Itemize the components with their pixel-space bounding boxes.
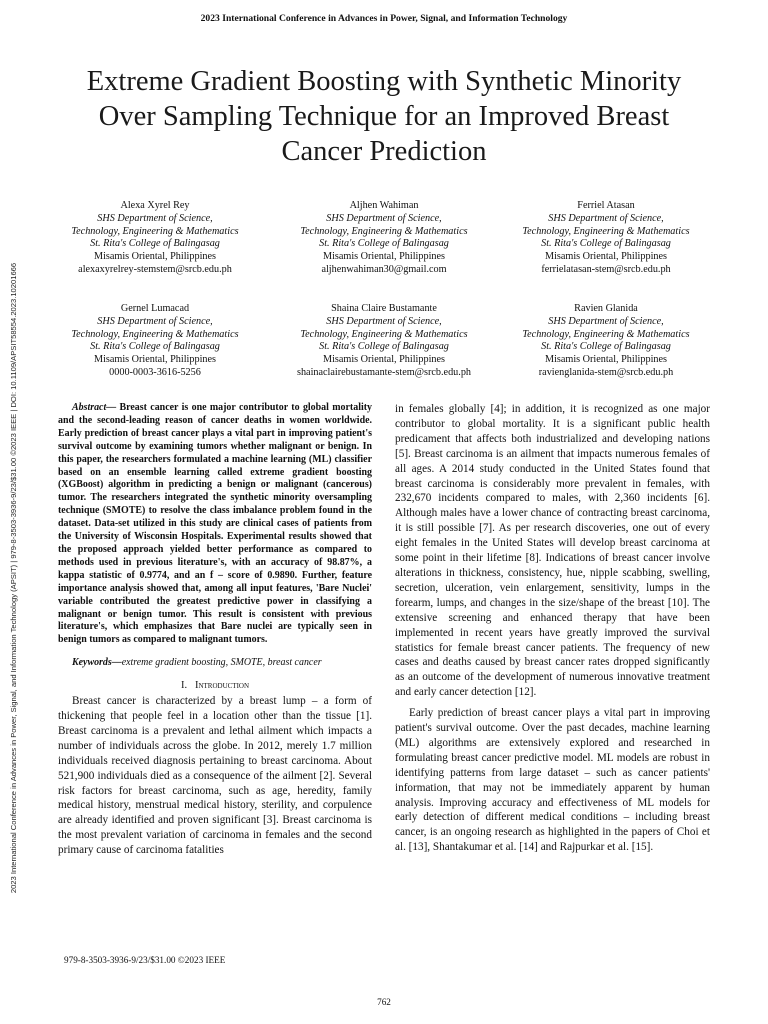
author-block-4 [40,303,270,380]
section-title: Introduction [194,680,250,692]
author-location: Misamis Oriental, Philippines [94,354,216,366]
author-location: Misamis Oriental, Philippines [94,251,216,263]
author-dept: SHS Department of Science, [97,212,213,224]
author-dept-line2: Technology, Engineering & Mathematics [300,225,468,237]
body-paragraph-2: Early prediction of breast cancer plays a vital part in improving patient's survival outcome. Over the past decades, machine learning (ML) algorithms are extensively explored and researched in formulating breast cancer predictive model. ML models are robust in identifying patterns from large dataset – such as cancer patients' information, that may not be immediately apparent by human analysis. Improving accuracy and effectiveness of ML models for early detection of different medical conditions – including breast cancer, is an ongoing research as highlighted in the papers of Choi et al. [13], Shantakumar et al. [14] and Rajpurkar et al. [15]. [395,707,710,854]
section-heading [58,679,372,692]
author-block-5 [254,303,514,380]
author-contact[interactable]: alexaxyrelrey-stemstem@srcb.edu.ph [78,263,232,275]
author-college: St. Rita's College of Balingasag [319,341,449,353]
author-dept: SHS Department of Science, [548,315,664,327]
author-dept-line2: Technology, Engineering & Mathematics [71,328,239,340]
author-dept: SHS Department of Science, [326,315,442,327]
author-contact[interactable]: aljhenwahiman30@gmail.com [321,263,447,275]
author-name: Ferriel Atasan [577,200,635,211]
author-location: Misamis Oriental, Philippines [323,354,445,366]
author-college: St. Rita's College of Balingasag [541,341,671,353]
author-name: Aljhen Wahiman [349,200,419,211]
author-college: St. Rita's College of Balingasag [90,238,220,250]
conference-header: 2023 International Conference in Advances in Power, Signal, and Information Technology [200,13,568,24]
author-orcid[interactable]: 0000-0003-3616-5256 [109,366,201,378]
author-block-6 [491,303,721,380]
author-college: St. Rita's College of Balingasag [90,341,220,353]
author-contact[interactable]: shainaclairebustamante-stem@srcb.edu.ph [296,366,472,378]
right-column [395,402,710,855]
author-college: St. Rita's College of Balingasag [319,238,449,250]
abstract-text: Breast cancer is one major contributor to global mortality and the second-leading reason of cancer deaths in women worldwide. Early prediction of breast cancer plays a vital part in improving patient's survival outcome by examining tumors whether malignant or benign. In this paper, the researchers formulated a machine learning (ML) classifier based on an ensemble learning called extreme gradient boosting (XGBoost) algorithm in predicting a benign or malignant (cancerous) tumor. The researchers integrated the synthetic minority oversampling technique (SMOTE) to resolve the class imbalance problem found in the dataset. Data-set utilized in this study are clinical cases of patients from the University of Wisconsin Hospitals. Experimental results showed that the proposed approach yielded better performance as compared to methods used in previous literature's, with an accuracy of 98.87%, a kappa statistic of 0.9774, and an f – score of 0.9890. Further, feature importance analysis showed that, among all input features, 'Bare Nuclei' variable contributed the greatest predictive power in classifying a malignant or benign tumor. This result is consistent with previous literature's, which emphasizes that Bare nuclei are typically seen in benign tumors as compared to malignant tumors. [58,402,372,646]
section-number: I. [180,680,188,692]
abstract-label: Abstract— [72,402,117,413]
author-dept: SHS Department of Science, [326,212,442,224]
keywords-text: extreme gradient boosting, SMOTE, breast cancer [121,657,322,669]
author-dept-line2: Technology, Engineering & Mathematics [522,328,690,340]
author-location: Misamis Oriental, Philippines [323,251,445,263]
author-location: Misamis Oriental, Philippines [545,251,667,263]
footer-copyright: 979-8-3503-3936-9/23/$31.00 ©2023 IEEE [64,955,226,965]
author-name: Alexa Xyrel Rey [120,200,190,211]
author-name: Ravien Glanida [574,303,638,314]
author-dept-line2: Technology, Engineering & Mathematics [522,225,690,237]
author-contact[interactable]: ferrielatasan-stem@srcb.edu.ph [541,263,671,275]
body-paragraph-1: in females globally [4]; in addition, it is recognized as one major contributor to global mortality. It is a significant public health predicament that affects both industrialized and developing nations [5]. Breast carcinoma is an ailment that impacts numerous females of all ages. A 2014 study conducted in the United States found that breast carcinoma is considerably more prevalent in females, with 232,670 incidents compared to males, with 2,360 incidents [6]. Although males have a lower chance of contracting breast carcinoma, it is still possible [7]. As per research discoveries, one out of every eight females in the United States will develop breast carcinoma at some point in their lifetime [8]. Indications of breast cancer involve alterations in thickness, consistency, hue, nipple scabbing, swelling, secretion, ulceration, vein enlargement, sensitivity, lumps in the forearm, lumps, and changes in the size/shape of the breast [10]. The extensive screening and enhanced therapy that have been implemented in recent years have greatly improved the survival statistics for female breast cancer patients. The frequency of new cases and deaths caused by breast cancer rates dropped significantly as an outcome of the development of numerous innovative treatment and early cancer detection [12]. [395,403,710,699]
author-name: Shaina Claire Bustamante [331,303,437,314]
left-column [58,402,372,858]
author-block-1 [40,200,270,277]
page-number: 762 [377,997,391,1007]
author-location: Misamis Oriental, Philippines [545,354,667,366]
author-name: Gernel Lumacad [120,303,190,314]
author-dept: SHS Department of Science, [97,315,213,327]
author-college: St. Rita's College of Balingasag [541,238,671,250]
keywords-label: Keywords— [72,657,122,669]
author-contact[interactable]: ravienglanida-stem@srcb.edu.ph [538,366,674,378]
side-citation-text: 2023 International Conference in Advances in Power, Signal, and Information Technology (APSIT) | 979-8-3503-3936-9/23/$31.00 ©2023 IEEE | DOI: 10.1109/APSIT58554.2023.10201666 [9,262,18,894]
author-block-2 [269,200,499,277]
author-block-3 [491,200,721,277]
author-dept-line2: Technology, Engineering & Mathematics [300,328,468,340]
author-dept-line2: Technology, Engineering & Mathematics [71,225,239,237]
abstract [58,402,372,647]
paper-title: Extreme Gradient Boosting with Synthetic Minority Over Sampling Technique for an Improved Breast Cancer Prediction [86,66,682,167]
keywords [58,657,372,670]
author-dept: SHS Department of Science, [548,212,664,224]
intro-paragraph: Breast cancer is characterized by a breast lump – a form of thickening that people feel in a location other than the tissue [1]. Breast carcinoma is a prevalent and lethal ailment which impacts a number of individuals across the globe. In 2012, merely 1.7 million individuals received diagnosis pertaining to breast carcinoma. About 521,900 individuals died as a consequence of the ailment [2]. Several risk factors for breast carcinoma, such as age, heredity, family medical history, menstrual medical history, sterility, and corpulence are already identified and proven significant [3]. Breast carcinoma is the most prevalent variation of carcinoma in females and the second primary cause of carcinoma fatalities [58,695,372,857]
